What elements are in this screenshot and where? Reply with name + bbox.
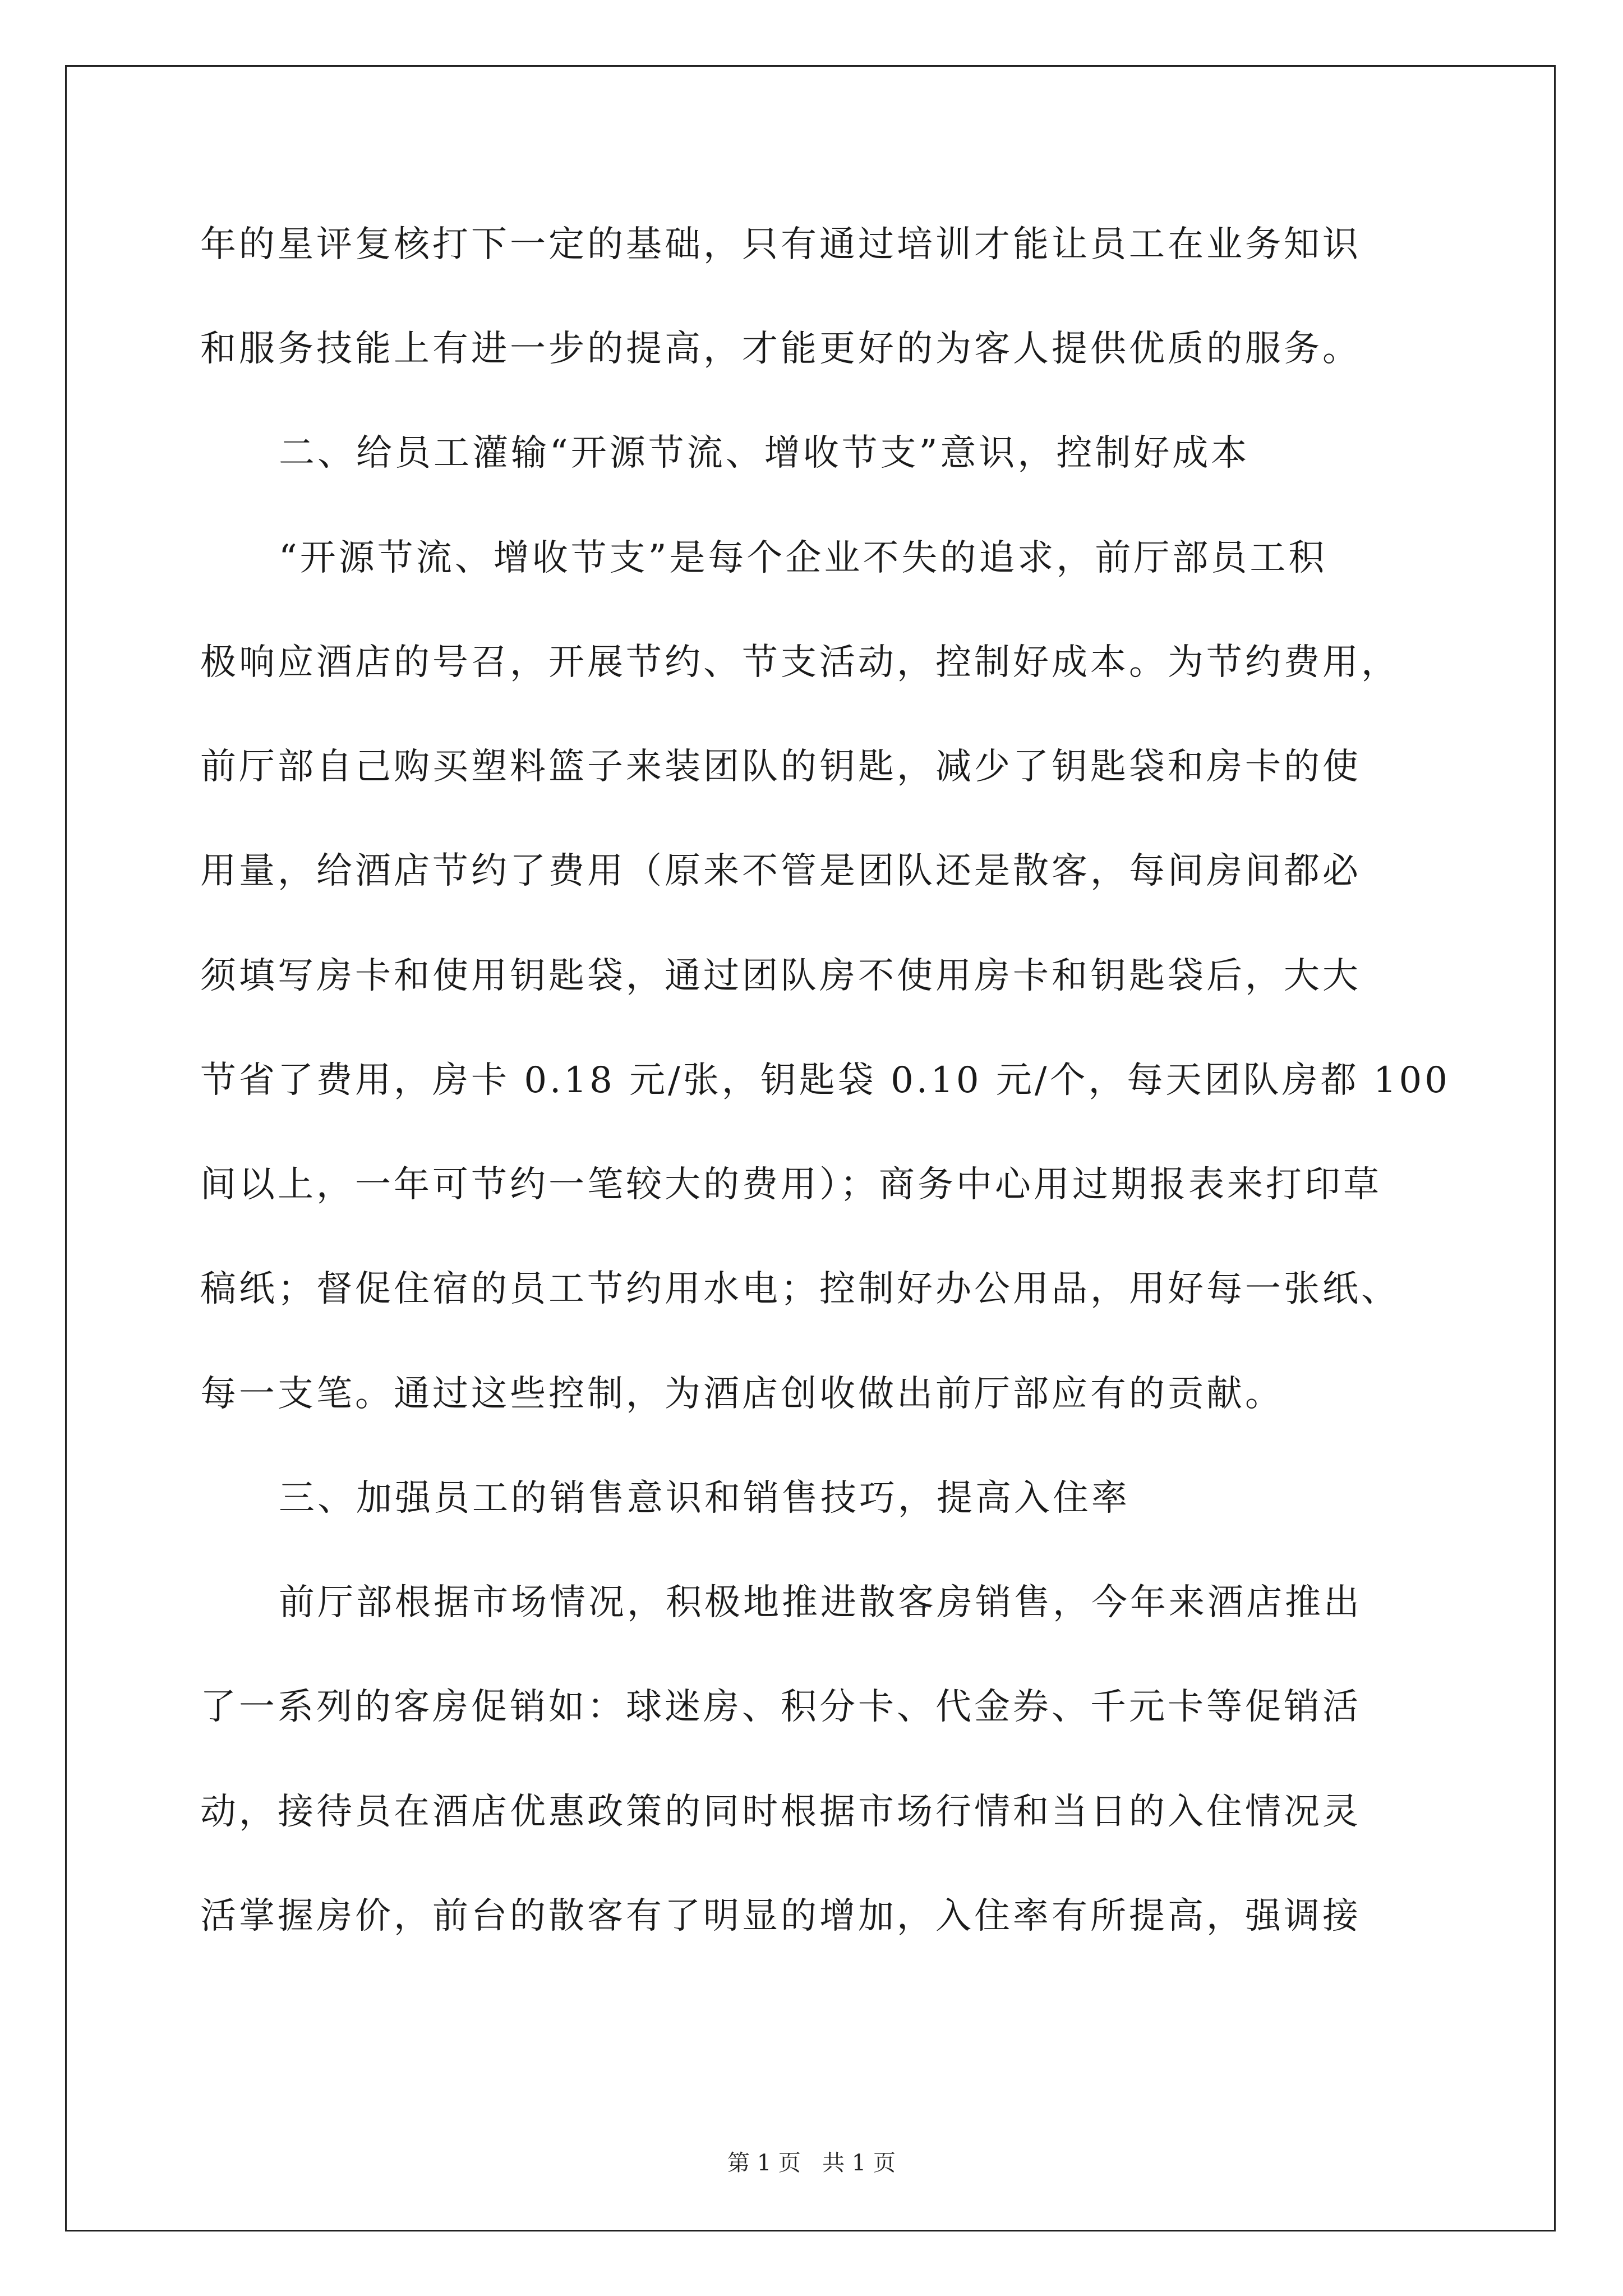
paragraph-line: 须填写房卡和使用钥匙袋，通过团队房不使用房卡和钥匙袋后，大大 [200, 955, 1361, 997]
paragraph-line: 稿纸；督促住宿的员工节约用水电；控制好办公用品，用好每一张纸、 [200, 1268, 1400, 1310]
paragraph-line: 和服务技能上有进一步的提高，才能更好的为客人提供优质的服务。 [200, 328, 1361, 370]
paragraph-line: 前厅部自己购买塑料篮子来装团队的钥匙，减少了钥匙袋和房卡的使 [200, 746, 1361, 788]
paragraph-line: “开源节流、增收节支”是每个企业不失的追求，前厅部员工积 [279, 537, 1327, 579]
paragraph-line: 节省了费用，房卡 0.18 元/张，钥匙袋 0.10 元/个，每天团队房都 100 [200, 1060, 1450, 1101]
paragraph-line: 了一系列的客房促销如：球迷房、积分卡、代金券、千元卡等促销活 [200, 1686, 1361, 1728]
paragraph-line: 前厅部根据市场情况，积极地推进散客房销售，今年来酒店推出 [279, 1582, 1362, 1623]
section-heading: 三、加强员工的销售意识和销售技巧，提高入住率 [279, 1478, 1130, 1519]
page-number: 第 1 页 共 1 页 [727, 2150, 896, 2176]
paragraph-line: 年的星评复核打下一定的基础，只有通过培训才能让员工在业务知识 [200, 224, 1361, 265]
paragraph-line: 动，接待员在酒店优惠政策的同时根据市场行情和当日的入住情况灵 [200, 1791, 1361, 1833]
paragraph-line: 极响应酒店的号召，开展节约、节支活动，控制好成本。为节约费用， [200, 642, 1400, 683]
paragraph-line: 用量，给酒店节约了费用（原来不管是团队还是散客，每间房间都必 [200, 850, 1361, 892]
paragraph-line: 活掌握房价，前台的散客有了明显的增加，入住率有所提高，强调接 [200, 1895, 1361, 1937]
paragraph-line: 间以上，一年可节约一笔较大的费用）；商务中心用过期报表来打印草 [200, 1164, 1382, 1205]
paragraph-line: 每一支笔。通过这些控制，为酒店创收做出前厅部应有的贡献。 [200, 1373, 1284, 1415]
section-heading: 二、给员工灌输“开源节流、增收节支”意识，控制好成本 [279, 432, 1250, 474]
